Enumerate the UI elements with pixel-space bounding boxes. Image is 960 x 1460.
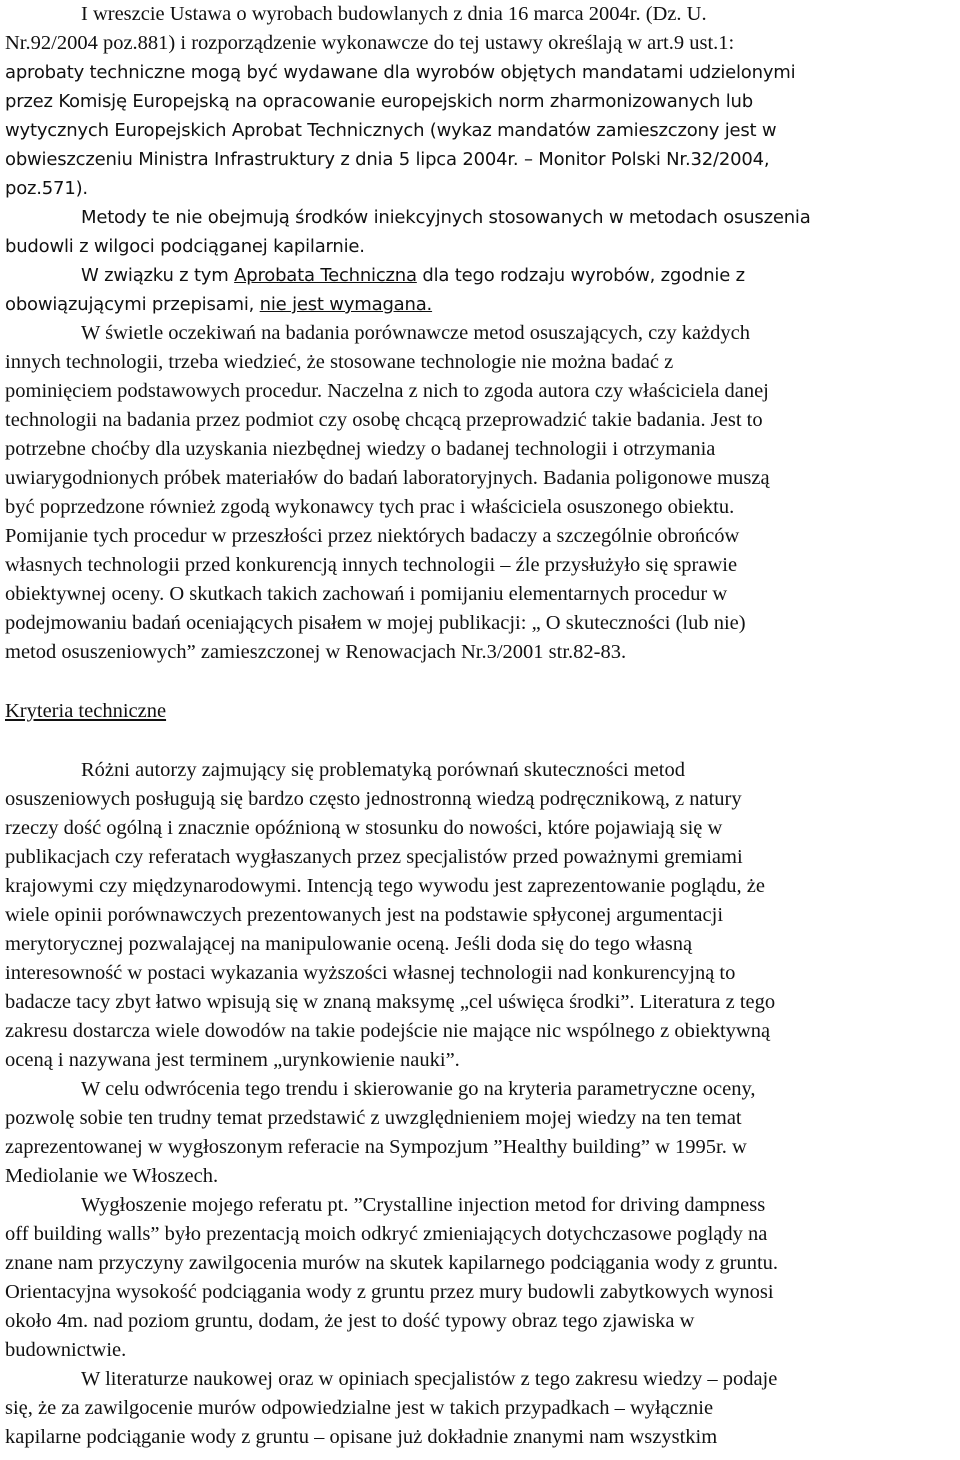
text-line: W celu odwrócenia tego trendu i skierowanie go na kryteria parametryczne oceny, <box>81 1078 756 1100</box>
text-line: krajowymi czy międzynarodowymi. Intencją tego wywodu jest zaprezentowanie poglądu, że <box>5 875 765 897</box>
paragraph-zwiazku <box>5 261 954 319</box>
text-line: W świetle oczekiwań na badania porównawcze metod osuszających, czy każdych <box>81 322 750 344</box>
text-line: merytorycznej pozwalającej na manipulowanie oceną. Jeśli doda się do tego własną <box>5 933 693 955</box>
blank-line <box>5 667 954 697</box>
paragraph-wygloszenie <box>5 1191 954 1365</box>
paragraph-swietle <box>5 319 954 667</box>
text-line: około 4m. nad poziom gruntu, dodam, że jest to dość typowy obraz tego zjawiska w <box>5 1310 695 1332</box>
text-line: interesowność w postaci wykazania wyższości własnej technologii nad konkurencyjną to <box>5 962 736 984</box>
text-line: I wreszcie Ustawa o wyrobach budowlanych z dnia 16 marca 2004r. (Dz. U. <box>81 3 707 25</box>
text-line: Różni autorzy zajmujący się problematyką porównań skuteczności metod <box>81 759 685 781</box>
section-heading: Kryteria techniczne <box>5 700 167 722</box>
paragraph-celu <box>5 1075 954 1191</box>
text-line: własnych technologii przed konkurencją innych technologii – źle przysłużyło się sprawie <box>5 554 738 576</box>
text-line: metod osuszeniowych” zamieszczonej w Renowacjach Nr.3/2001 str.82-83. <box>5 641 627 663</box>
text-segment: W związku z tym <box>81 265 235 286</box>
text-line: Orientacyjna wysokość podciągania wody z gruntu przez mury budowli zabytkowych wynosi <box>5 1281 774 1303</box>
text-line: badacze tacy zbyt łatwo wpisują się w znaną maksymę „cel uświęca środki”. Literatura z tego <box>5 991 776 1013</box>
text-line: wiele opinii porównawczych prezentowanych jest na podstawie spłyconej argumentacji <box>5 904 724 926</box>
text-line: poz.571). <box>5 178 88 199</box>
text-line: być poprzedzone również zgodą wykonawcy tych prac i właściciela osuszonego obiektu. <box>5 496 735 518</box>
text-segment: dla tego rodzaju wyrobów, zgodnie z <box>416 265 745 286</box>
text-line: potrzebne choćby dla uzyskania niezbędnej wiedzy o badanej technologii i otrzymania <box>5 438 716 460</box>
text-line: osuszeniowych posługują się bardzo często jednostronną wiedzą podręcznikową, z natury <box>5 788 742 810</box>
text-line: podejmowaniu badań oceniających pisałem w mojej publikacji: „ O skuteczności (lub nie) <box>5 612 746 634</box>
text-line: Wygłoszenie mojego referatu pt. ”Crystalline injection metod for driving dampness <box>81 1194 766 1216</box>
text-line: pominięciem podstawowych procedur. Naczelna z nich to zgoda autora czy właściciela danej <box>5 380 769 402</box>
paragraph-rozni <box>5 756 954 1075</box>
blank-line <box>5 726 954 756</box>
text-line: publikacjach czy referatach wygłaszanych przez specjalistów przed poważnymi gremiami <box>5 846 743 868</box>
text-segment: obowiązującymi przepisami, <box>5 294 260 315</box>
text-line: budowli z wilgoci podciąganej kapilarnie. <box>5 236 365 257</box>
text-line: technologii na badania przez podmiot czy osobę chcącą przeprowadzić takie badania. Jest to <box>5 409 763 431</box>
text-line: off building walls” było prezentacją moich odkryć zmieniających dotychczasowe poglądy na <box>5 1223 768 1245</box>
text-line: zakresu dostarcza wiele dowodów na takie podejście nie mające nic wspólnego z obiektywną <box>5 1020 771 1042</box>
text-line: się, że za zawilgocenie murów odpowiedzialne jest w takich przypadkach – wyłącznie <box>5 1397 714 1419</box>
text-line: budownictwie. <box>5 1339 127 1361</box>
paragraph-literaturze <box>5 1365 954 1452</box>
text-line: obwieszczeniu Ministra Infrastruktury z dnia 5 lipca 2004r. – Monitor Polski Nr.32/2004, <box>5 149 770 170</box>
text-line: Metody te nie obejmują środków iniekcyjnych stosowanych w metodach osuszenia <box>81 207 811 228</box>
text-line: wytycznych Europejskich Aprobat Technicznych (wykaz mandatów zamieszczony jest w <box>5 120 777 141</box>
text-line: aprobaty techniczne mogą być wydawane dla wyrobów objętych mandatami udzielonymi <box>5 62 796 83</box>
text-line: znane nam przyczyny zawilgocenia murów na skutek kapilarnego podciągania wody z gruntu. <box>5 1252 779 1274</box>
text-line: pozwolę sobie ten trudny temat przedstawić z uwzględnieniem mojej wiedzy na ten temat <box>5 1107 742 1129</box>
text-line: Nr.92/2004 poz.881) i rozporządzenie wykonawcze do tej ustawy określają w art.9 ust.1: <box>5 32 735 54</box>
text-line: W literaturze naukowej oraz w opiniach specjalistów z tego zakresu wiedzy – podaje <box>81 1368 778 1390</box>
paragraph-metody <box>5 203 954 261</box>
text-line: Pomijanie tych procedur w przeszłości przez niektórych badaczy a szczególnie obrońców <box>5 525 740 547</box>
aprobata-link[interactable]: Aprobata Techniczna <box>234 265 417 286</box>
text-line: obiektywnej oceny. O skutkach takich zachowań i pomijaniu elementarnych procedur w <box>5 583 728 605</box>
paragraph-intro <box>5 0 954 203</box>
text-line: rzeczy dość ogólną i znacznie opóźnioną w stosunku do nowości, które pojawiają się w <box>5 817 723 839</box>
text-line: Mediolanie we Włoszech. <box>5 1165 219 1187</box>
text-line: uwiarygodnionych próbek materiałów do badań laboratoryjnych. Badania poligonowe muszą <box>5 467 770 489</box>
text-line: oceną i nazywana jest terminem „urynkowienie nauki”. <box>5 1049 460 1071</box>
underlined-text: nie jest wymagana. <box>259 294 433 315</box>
text-line: kapilarne podciąganie wody z gruntu – opisane już dokładnie znanymi nam wszystkim <box>5 1426 718 1448</box>
text-line: przez Komisję Europejską na opracowanie europejskich norm zharmonizowanych lub <box>5 91 753 112</box>
text-line: zaprezentowanej w wygłoszonym referacie na Sympozjum ”Healthy building” w 1995r. w <box>5 1136 747 1158</box>
text-line: innych technologii, trzeba wiedzieć, że stosowane technologie nie można badać z <box>5 351 674 373</box>
